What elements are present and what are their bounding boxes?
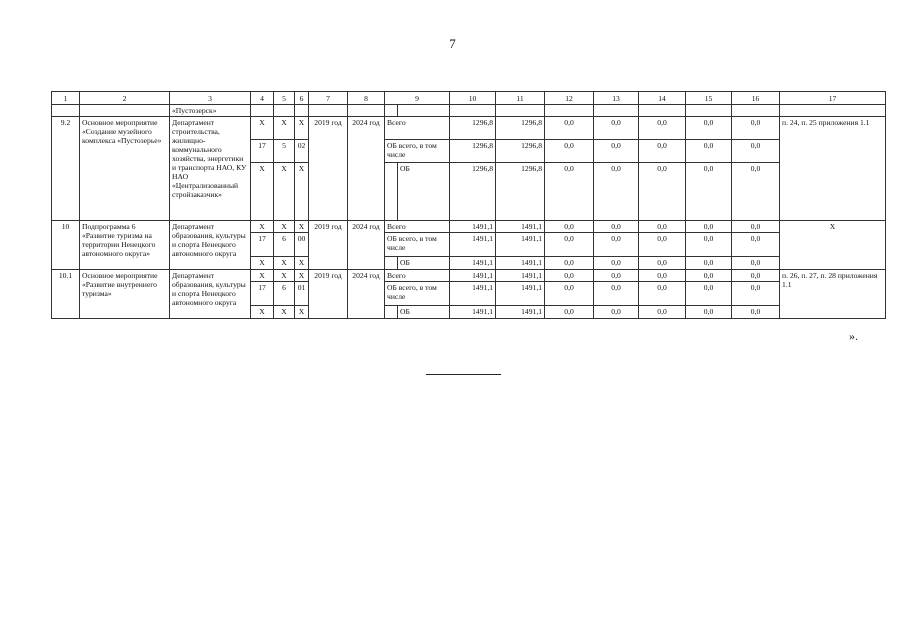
- code-cell: Х: [274, 270, 295, 282]
- amount-cell: 0,0: [686, 117, 732, 140]
- empty-cell: [274, 105, 295, 117]
- empty-cell: [496, 105, 545, 117]
- header-cell: 3: [170, 92, 251, 105]
- note-cell: п. 24, п. 25 приложения 1.1: [780, 117, 886, 221]
- header-cell: 14: [639, 92, 686, 105]
- amount-cell: 1296,8: [450, 140, 496, 163]
- amount-cell: 0,0: [545, 163, 594, 221]
- amount-cell: 0,0: [594, 140, 639, 163]
- amount-cell: 0,0: [639, 233, 686, 257]
- amount-cell: 1491,1: [496, 306, 545, 319]
- code-cell: 6: [274, 233, 295, 257]
- amount-cell: 1491,1: [450, 306, 496, 319]
- funding-source: Всего: [385, 117, 450, 140]
- funding-source: ОБ всего, в том числе: [385, 233, 450, 257]
- code-cell: Х: [274, 257, 295, 270]
- header-cell: 1: [52, 92, 80, 105]
- amount-cell: 0,0: [594, 282, 639, 306]
- executor-name: Департамент образования, культуры и спорта Ненецкого автономного округа: [170, 221, 251, 270]
- amount-cell: 0,0: [594, 221, 639, 233]
- code-cell: 6: [274, 282, 295, 306]
- amount-cell: 0,0: [732, 221, 780, 233]
- amount-cell: 0,0: [594, 270, 639, 282]
- table-row: [52, 221, 886, 233]
- header-cell: 16: [732, 92, 780, 105]
- empty-cell: [80, 105, 170, 117]
- note-cell: п. 26, п. 27, п. 28 приложения 1.1: [780, 270, 886, 319]
- amount-cell: 0,0: [732, 257, 780, 270]
- amount-cell: 0,0: [732, 163, 780, 221]
- amount-cell: 0,0: [545, 270, 594, 282]
- amount-cell: 0,0: [545, 282, 594, 306]
- amount-cell: 0,0: [732, 140, 780, 163]
- row-number: 10.1: [52, 270, 80, 319]
- header-cell: 8: [348, 92, 385, 105]
- amount-cell: 0,0: [686, 221, 732, 233]
- amount-cell: 0,0: [732, 282, 780, 306]
- code-cell: Х: [251, 163, 274, 221]
- header-row: [52, 92, 886, 105]
- code-cell: Х: [295, 163, 309, 221]
- amount-cell: 0,0: [732, 306, 780, 319]
- end-year: 2024 год: [348, 221, 385, 270]
- indent-cell: [385, 163, 398, 221]
- amount-cell: 1296,8: [496, 117, 545, 140]
- amount-cell: 0,0: [686, 270, 732, 282]
- amount-cell: 0,0: [686, 306, 732, 319]
- amount-cell: 0,0: [639, 282, 686, 306]
- funding-source: Всего: [385, 270, 450, 282]
- start-year: 2019 год: [309, 221, 348, 270]
- funding-source: ОБ всего, в том числе: [385, 140, 450, 163]
- amount-cell: 0,0: [545, 233, 594, 257]
- code-cell: 17: [251, 140, 274, 163]
- empty-cell: [52, 105, 80, 117]
- code-cell: 17: [251, 282, 274, 306]
- row-number: 9.2: [52, 117, 80, 221]
- table-row: [52, 117, 886, 140]
- amount-cell: 0,0: [594, 163, 639, 221]
- event-name: Основное мероприятие «Развитие внутреннего туризма»: [80, 270, 170, 319]
- code-cell: Х: [295, 257, 309, 270]
- amount-cell: 0,0: [686, 140, 732, 163]
- amount-cell: 0,0: [594, 233, 639, 257]
- amount-cell: 0,0: [639, 270, 686, 282]
- closing-quote-mark: ».: [849, 329, 858, 343]
- amount-cell: 0,0: [639, 163, 686, 221]
- amount-cell: 0,0: [545, 257, 594, 270]
- funding-source: Всего: [385, 221, 450, 233]
- empty-cell: [686, 105, 732, 117]
- amount-cell: 1491,1: [496, 221, 545, 233]
- code-cell: Х: [274, 306, 295, 319]
- amount-cell: 0,0: [639, 140, 686, 163]
- code-cell: Х: [274, 221, 295, 233]
- code-cell: Х: [251, 117, 274, 140]
- page-number: 7: [449, 36, 456, 51]
- amount-cell: 1491,1: [496, 270, 545, 282]
- indent-cell: [385, 306, 398, 319]
- header-cell: 5: [274, 92, 295, 105]
- empty-cell: [780, 105, 886, 117]
- amount-cell: 0,0: [639, 221, 686, 233]
- code-cell: 00: [295, 233, 309, 257]
- funding-source: ОБ: [398, 257, 450, 270]
- amount-cell: 0,0: [545, 117, 594, 140]
- code-cell: Х: [251, 221, 274, 233]
- amount-cell: 0,0: [639, 117, 686, 140]
- funding-source: ОБ: [398, 306, 450, 319]
- amount-cell: 0,0: [686, 163, 732, 221]
- amount-cell: 0,0: [686, 257, 732, 270]
- code-cell: Х: [274, 163, 295, 221]
- amount-cell: 1491,1: [450, 270, 496, 282]
- amount-cell: 0,0: [594, 117, 639, 140]
- empty-cell: [251, 105, 274, 117]
- executor-name: Департамент образования, культуры и спорта Ненецкого автономного округа: [170, 270, 251, 319]
- amount-cell: 0,0: [594, 257, 639, 270]
- header-cell: 4: [251, 92, 274, 105]
- row-number: 10: [52, 221, 80, 270]
- code-cell: 02: [295, 140, 309, 163]
- separator-line: [426, 374, 501, 375]
- code-cell: Х: [274, 117, 295, 140]
- amount-cell: 0,0: [732, 270, 780, 282]
- table-row: [52, 270, 886, 282]
- code-cell: Х: [295, 270, 309, 282]
- header-cell: 9: [385, 92, 450, 105]
- code-cell: Х: [251, 306, 274, 319]
- header-cell: 2: [80, 92, 170, 105]
- code-cell: Х: [295, 117, 309, 140]
- executor-name: Департамент строительства, жилищно-коммунального хозяйства, энергетики и транспорта НАО, КУ НАО «Централизованный стройзаказчик»: [170, 117, 251, 221]
- code-cell: 5: [274, 140, 295, 163]
- header-cell: 7: [309, 92, 348, 105]
- amount-cell: 0,0: [732, 233, 780, 257]
- end-year: 2024 год: [348, 270, 385, 319]
- header-cell: 10: [450, 92, 496, 105]
- end-year: 2024 год: [348, 117, 385, 221]
- amount-cell: 0,0: [594, 306, 639, 319]
- empty-cell: [348, 105, 385, 117]
- code-cell: Х: [251, 270, 274, 282]
- header-cell: 13: [594, 92, 639, 105]
- amount-cell: 1491,1: [496, 282, 545, 306]
- amount-cell: 0,0: [639, 306, 686, 319]
- amount-cell: 1296,8: [496, 140, 545, 163]
- amount-cell: 1296,8: [496, 163, 545, 221]
- empty-cell: [450, 105, 496, 117]
- empty-cell: [545, 105, 594, 117]
- code-cell: Х: [295, 221, 309, 233]
- header-cell: 12: [545, 92, 594, 105]
- empty-cell: [398, 105, 450, 117]
- amount-cell: 1491,1: [496, 233, 545, 257]
- start-year: 2019 год: [309, 270, 348, 319]
- funding-source: ОБ: [398, 163, 450, 221]
- code-cell: 01: [295, 282, 309, 306]
- empty-cell: [732, 105, 780, 117]
- amount-cell: 0,0: [545, 306, 594, 319]
- continuation-row: [52, 105, 886, 117]
- amount-cell: 0,0: [545, 140, 594, 163]
- empty-cell: [385, 105, 398, 117]
- empty-cell: [309, 105, 348, 117]
- start-year: 2019 год: [309, 117, 348, 221]
- amount-cell: 1296,8: [450, 163, 496, 221]
- header-cell: 6: [295, 92, 309, 105]
- header-cell: 11: [496, 92, 545, 105]
- note-cell: Х: [780, 221, 886, 270]
- amount-cell: 0,0: [732, 117, 780, 140]
- empty-cell: [295, 105, 309, 117]
- funding-source: ОБ всего, в том числе: [385, 282, 450, 306]
- empty-cell: [639, 105, 686, 117]
- event-name: Подпрограмма 6 «Развитие туризма на территории Ненецкого автономного округа»: [80, 221, 170, 270]
- code-cell: Х: [295, 306, 309, 319]
- amount-cell: 1491,1: [450, 233, 496, 257]
- header-cell: 15: [686, 92, 732, 105]
- amount-cell: 0,0: [686, 233, 732, 257]
- amount-cell: 0,0: [639, 257, 686, 270]
- code-cell: 17: [251, 233, 274, 257]
- continuation-text: «Пустозерск»: [170, 105, 251, 117]
- amount-cell: 1491,1: [450, 221, 496, 233]
- code-cell: Х: [251, 257, 274, 270]
- header-cell: 17: [780, 92, 886, 105]
- indent-cell: [385, 257, 398, 270]
- amount-cell: 1491,1: [450, 282, 496, 306]
- amount-cell: 0,0: [686, 282, 732, 306]
- budget-table: [51, 91, 886, 319]
- amount-cell: 1491,1: [496, 257, 545, 270]
- amount-cell: 1491,1: [450, 257, 496, 270]
- amount-cell: 0,0: [545, 221, 594, 233]
- amount-cell: 1296,8: [450, 117, 496, 140]
- empty-cell: [594, 105, 639, 117]
- event-name: Основное мероприятие «Создание музейного комплекса «Пустозерье»: [80, 117, 170, 221]
